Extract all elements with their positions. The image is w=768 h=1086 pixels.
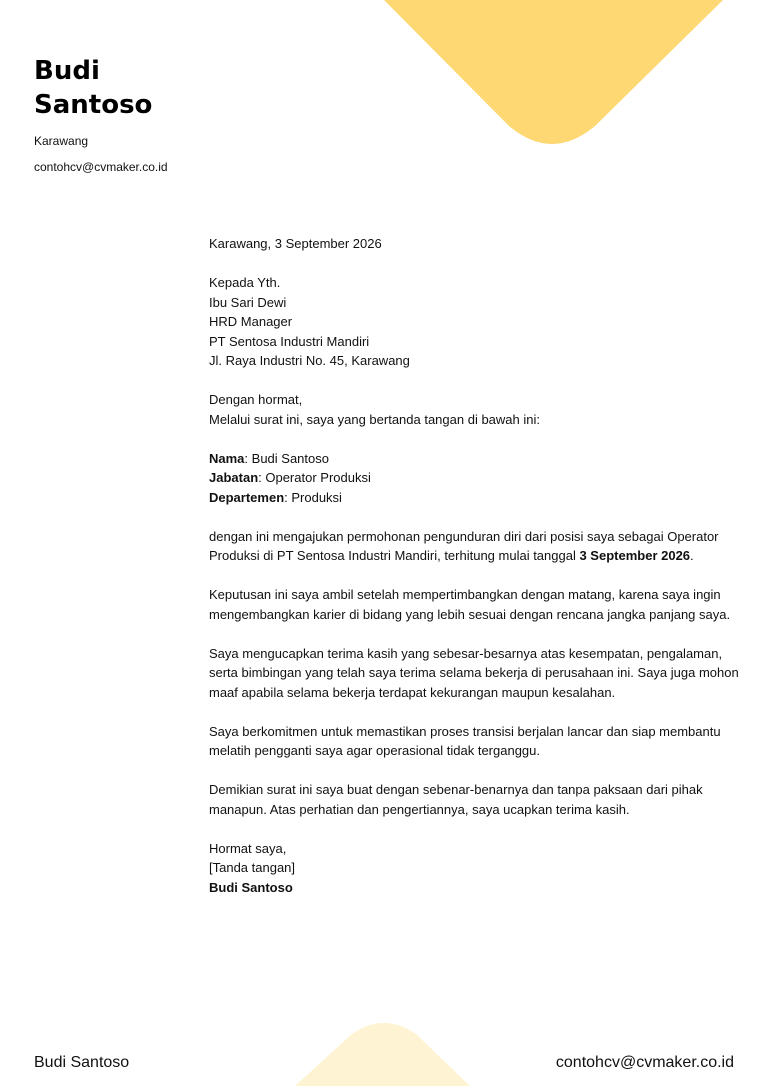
signature-placeholder: [Tanda tangan] [209,860,296,875]
sender-name [34,54,152,122]
statement-end: . [690,548,694,563]
sender-last-name: Santoso [34,90,153,120]
statement-effective-date: 3 September 2026 [579,548,691,563]
sender-email: contohcv@cvmaker.co.id [34,160,168,174]
reason-paragraph: Keputusan ini saya ambil setelah mempertimbangkan dengan matang, karena saya ingin mengembangkan karier di bidang yang lebih sesuai dengan rencana jangka panjang saya. [209,587,731,622]
footer-name: Budi Santoso [34,1054,130,1071]
detail-name [209,449,739,469]
recipient-title: HRD Manager [209,314,293,329]
opening-block [209,390,739,429]
closing-paragraph: Demikian surat ini saya buat dengan sebenar-benarnya dan tanpa paksaan dari pihak manapun. Atas perhatian dan pengertiannya, saya ucapkan terima kasih. [209,782,703,817]
bottom-accent-shape [295,1023,470,1086]
detail-department-label: Departemen [209,489,285,505]
detail-position-value: : Operator Produksi [258,470,371,485]
recipient-block [209,273,739,371]
footer-email: contohcv@cvmaker.co.id [555,1054,734,1071]
intro-sentence: Melalui surat ini, saya yang bertanda tangan di bawah ini: [209,411,540,427]
resignation-statement [209,527,739,566]
top-accent-shape [384,0,723,144]
recipient-address: Jl. Raya Industri No. 45, Karawang [209,353,410,368]
detail-department [209,488,739,508]
detail-position-label: Jabatan [209,470,259,485]
detail-department-value: : Produksi [284,489,342,505]
recipient-company: PT Sentosa Industri Mandiri [209,333,370,349]
letter-body [209,234,739,917]
gratitude-paragraph: Saya mengucapkan terima kasih yang sebesar-besarnya atas kesempatan, pengalaman, serta bimbingan yang telah saya terima selama bekerja di perusahaan ini. Saya juga mohon maaf apabila selama bekerja terdapat kekurangan maupun kesalahan. [209,645,739,700]
letter-date: Karawang, 3 September 2026 [209,236,382,251]
employee-details [209,449,739,508]
greeting: Dengan hormat, [209,392,303,407]
closing-salutation: Hormat saya, [209,840,287,856]
recipient-salutation: Kepada Yth. [209,275,281,290]
sender-city: Karawang [34,134,89,148]
transition-paragraph: Saya berkomitmen untuk memastikan proses transisi berjalan lancar dan siap membantu melatih pengganti saya agar operasional tidak terganggu. [209,723,721,758]
recipient-name: Ibu Sari Dewi [209,294,287,310]
detail-position [209,468,739,488]
statement-text: dengan ini mengajukan permohonan pengunduran diri dari posisi saya sebagai Operator Produksi di PT Sentosa Industri Mandiri, terhitung mulai tanggal [209,528,719,563]
signature-block [209,839,739,898]
sender-first-name: Budi [34,56,100,86]
detail-name-label: Nama [209,450,245,466]
signer-name: Budi Santoso [209,879,293,895]
detail-name-value: : Budi Santoso [244,450,329,466]
